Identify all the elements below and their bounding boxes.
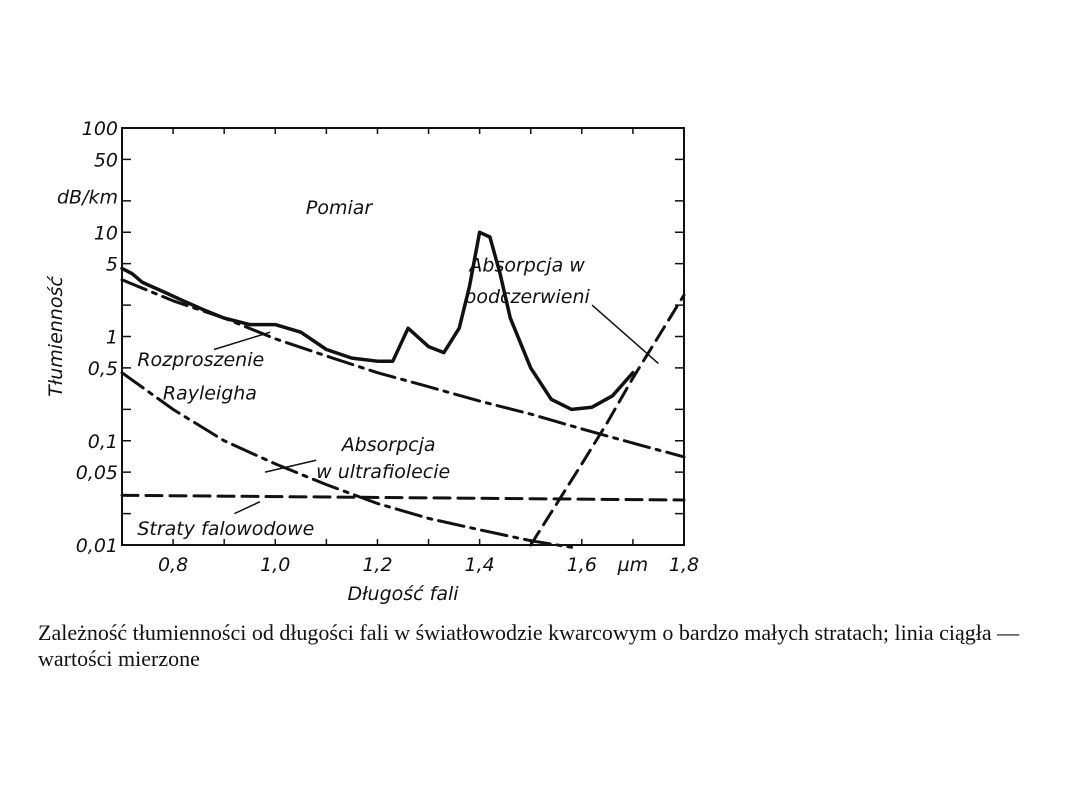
y-tick-label: 10 — [93, 222, 118, 245]
annotation-label: Absorpcja — [341, 433, 436, 456]
x-tick-label: 1,2 — [362, 554, 393, 576]
x-tick-label: 1,0 — [260, 554, 291, 576]
y-tick-label: 0,1 — [87, 430, 118, 453]
x-tick-label: 1,8 — [668, 554, 700, 576]
y-tick-label: 1 — [105, 326, 118, 349]
y-tick-label: 5 — [105, 253, 118, 276]
annotation-label: Pomiar — [305, 196, 373, 219]
y-tick-label: 50 — [93, 149, 118, 172]
annotation-label: w ultrafiolecie — [316, 460, 451, 483]
y-tick-label: 100 — [81, 118, 118, 140]
x-tick-label: 0,8 — [157, 554, 189, 576]
y-tick-label: 0,05 — [75, 462, 118, 485]
series-line-3 — [122, 495, 684, 500]
annotation-label: Absorpcja w — [469, 254, 585, 277]
x-unit-label: µm — [617, 554, 649, 576]
leader-line — [234, 502, 260, 514]
annotation-label: podczerwieni — [464, 285, 590, 308]
leader-line — [592, 305, 658, 363]
y-tick-label: 0,01 — [75, 535, 118, 557]
annotation-label: Rozproszenie — [137, 349, 265, 372]
figure-caption: Zależność tłumienności od długości fali w światłowodzie kwarcowym o bardzo małych stratach; linia ciągła — wartości mierzone — [38, 620, 1020, 671]
y-axis-title: Tłumienność — [45, 276, 67, 397]
leader-line — [214, 332, 270, 349]
annotation-label: Rayleigha — [162, 382, 257, 405]
y-tick-label: 0,5 — [87, 357, 118, 380]
x-tick-label: 1,6 — [566, 554, 597, 576]
y-unit-label: dB/km — [56, 186, 118, 209]
x-tick-label: 1,4 — [464, 554, 495, 576]
annotation-label: Straty falowodowe — [137, 517, 315, 540]
x-axis-title: Długość fali — [347, 583, 459, 605]
